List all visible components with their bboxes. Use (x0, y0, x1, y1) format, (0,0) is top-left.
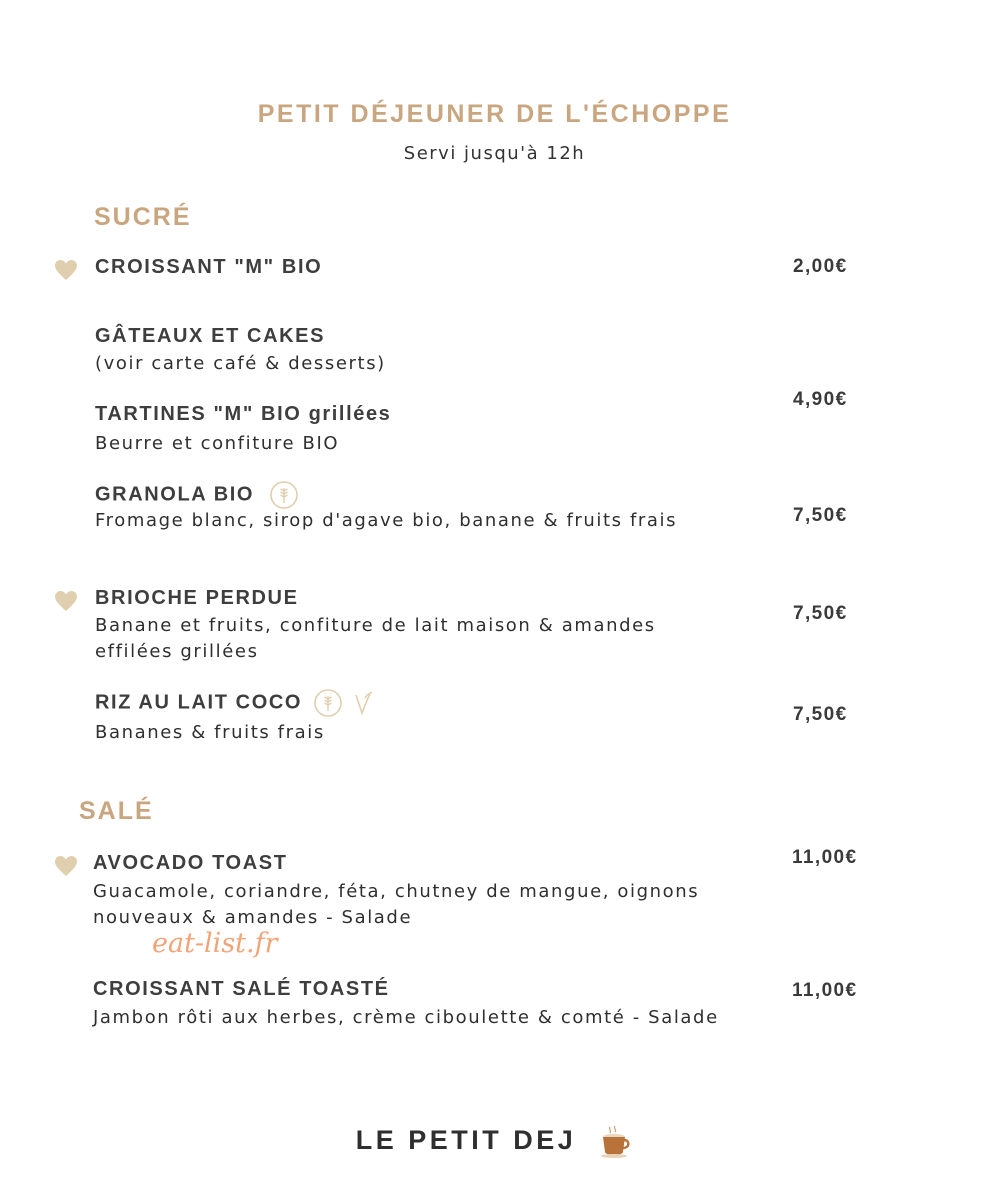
menu-item-name: CROISSANT SALÉ TOASTÉ (93, 978, 390, 1000)
menu-item-description: Bananes & fruits frais (95, 722, 325, 743)
menu-item-name (95, 688, 374, 718)
menu-item-description: Fromage blanc, sirop d'agave bio, banane & fruits frais (95, 510, 678, 531)
menu-item-description: Jambon rôti aux herbes, crème ciboulette & comté - Salade (93, 1007, 719, 1028)
menu-item-price: 7,50€ (793, 505, 848, 526)
section-title-sale: SALÉ (79, 797, 154, 825)
menu-item-description: (voir carte café & desserts) (95, 353, 386, 374)
menu-item-price: 7,50€ (793, 603, 848, 624)
menu-item-name: AVOCADO TOAST (93, 852, 288, 874)
menu-item-name (95, 480, 299, 510)
menu-item-description: Guacamole, coriandre, féta, chutney de mangue, oignons nouveaux & amandes - Salade (93, 881, 700, 928)
watermark: eat-list.fr (152, 928, 278, 959)
menu-item-name: CROISSANT "M" BIO (95, 256, 323, 278)
heart-icon (54, 259, 78, 281)
menu-item-price: 7,50€ (793, 704, 848, 725)
menu-item-price: 11,00€ (792, 847, 858, 868)
menu-subtitle: Servi jusqu'à 12h (403, 143, 586, 164)
heart-icon (54, 590, 78, 612)
menu-item-name-text: RIZ AU LAIT COCO (95, 691, 303, 714)
menu-title: PETIT DÉJEUNER DE L'ÉCHOPPE (257, 100, 732, 128)
gluten-free-icon (269, 480, 299, 510)
footer-label: LE PETIT DEJ (355, 1125, 577, 1156)
gluten-free-icon (313, 688, 343, 718)
menu-item-price: 11,00€ (792, 980, 858, 1001)
menu-item-name: GÂTEAUX ET CAKES (95, 325, 326, 347)
menu-item-name-text: GRANOLA BIO (95, 483, 255, 506)
menu-item-price: 4,90€ (793, 389, 848, 410)
menu-item-price: 2,00€ (793, 256, 848, 277)
menu-item-description: Banane et fruits, confiture de lait maison & amandes effilées grillées (95, 615, 656, 662)
section-title-sucre: SUCRÉ (94, 203, 192, 231)
heart-icon (54, 855, 78, 877)
coffee-cup-icon (597, 1124, 633, 1160)
menu-item-name: BRIOCHE PERDUE (95, 587, 299, 609)
footer (0, 1124, 989, 1160)
menu-item-description: Beurre et confiture BIO (95, 433, 340, 454)
vegan-icon (352, 689, 374, 717)
menu-item-name: TARTINES "M" BIO grillées (95, 403, 392, 425)
